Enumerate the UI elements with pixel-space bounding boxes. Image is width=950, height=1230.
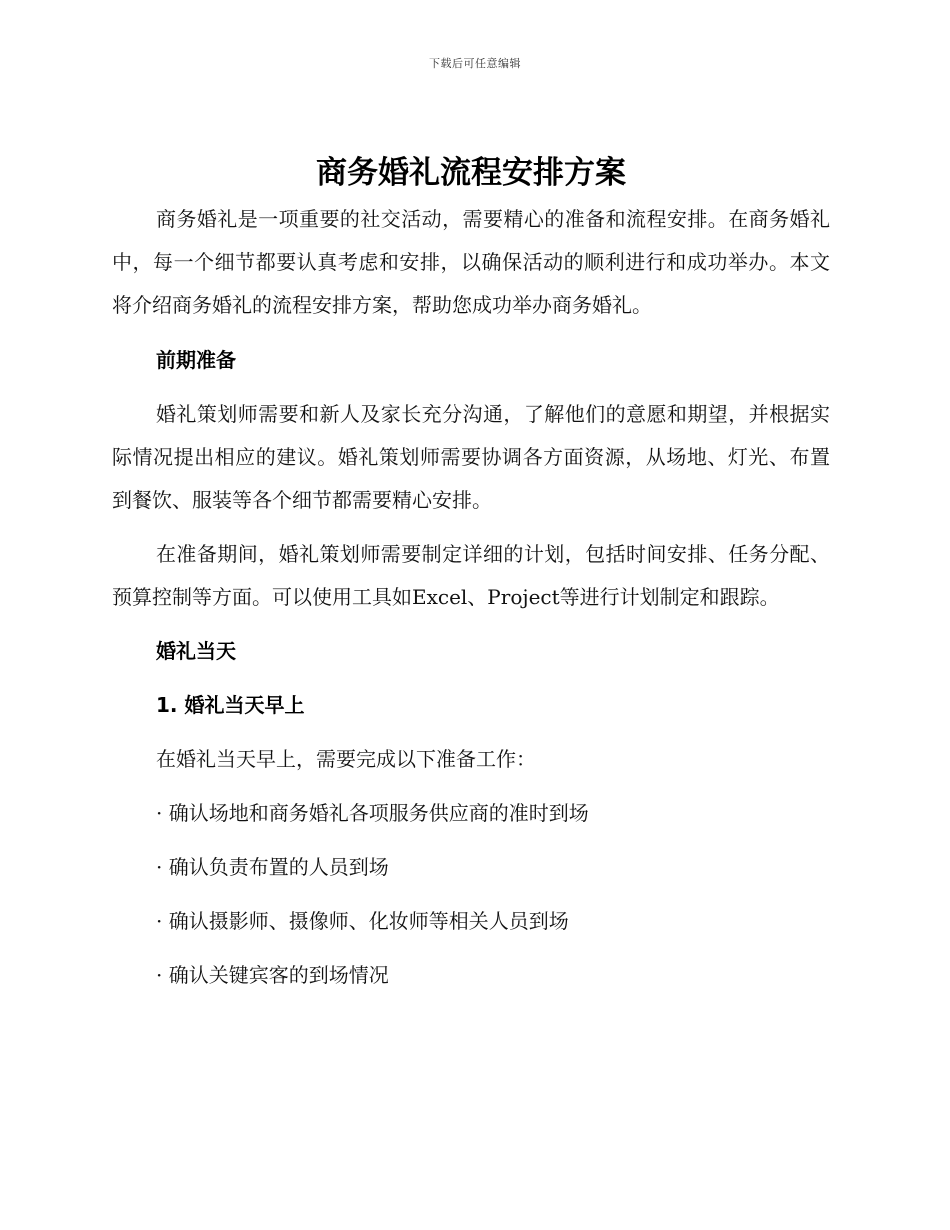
list-item: · 确认摄影师、摄像师、化妆师等相关人员到场	[156, 909, 569, 933]
document-title: 商务婚礼流程安排方案	[316, 155, 626, 191]
morning-lead-text: 在婚礼当天早上，需要完成以下准备工作：	[156, 747, 536, 771]
preparation-paragraph-2: 在准备期间，婚礼策划师需要制定详细的计划，包括时间安排、任务分配、预算控制等方面。可以使用工具如Excel、Project等进行计划制定和跟踪。	[112, 542, 830, 609]
list-item: · 确认负责布置的人员到场	[156, 855, 389, 879]
document-body	[112, 148, 830, 997]
subheading-morning: 1. 婚礼当天早上	[156, 693, 305, 717]
preparation-paragraph-1: 婚礼策划师需要和新人及家长充分沟通，了解他们的意愿和期望，并根据实际情况提出相应的建议。婚礼策划师需要协调各方面资源，从场地、灯光、布置到餐饮、服装等各个细节都需要精心安排。	[112, 402, 830, 512]
intro-paragraph: 商务婚礼是一项重要的社交活动，需要精心的准备和流程安排。在商务婚礼中，每一个细节都要认真考虑和安排，以确保活动的顺利进行和成功举办。本文将介绍商务婚礼的流程安排方案，帮助您成功举办商务婚礼。	[112, 207, 830, 317]
list-item: · 确认场地和商务婚礼各项服务供应商的准时到场	[156, 801, 589, 825]
section-heading-wedding-day: 婚礼当天	[156, 639, 236, 663]
header-note: 下载后可任意编辑	[429, 57, 521, 70]
list-item: · 确认关键宾客的到场情况	[156, 963, 389, 987]
section-heading-preparation: 前期准备	[156, 348, 236, 372]
